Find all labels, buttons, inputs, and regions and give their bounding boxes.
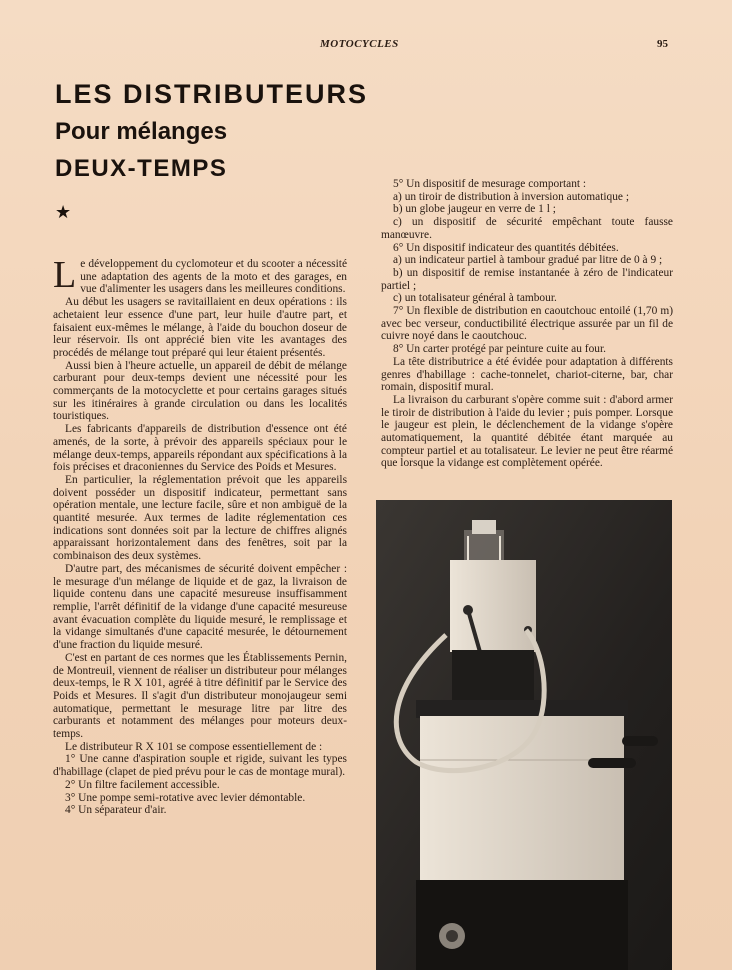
list-item: 3° Une pompe semi-rotative avec levier démontable. [65, 791, 306, 804]
paragraph: Le développement du cyclomoteur et du scooter a nécessité une adaptation des agents de la moto et des garages, en vue d'alimenter les usagers dans les meilleures conditions. [53, 254, 347, 296]
page-number: 95 [657, 38, 668, 50]
fuel-distributor-illustration [376, 500, 672, 970]
article-title [55, 76, 385, 187]
article-right-column [381, 178, 673, 470]
paragraph: C'est en partant de ces normes que les Établissements Pernin, de Montreuil, viennent de réaliser un distributeur pour mélanges deux-temps, le R X 101, agréé à titre définitif par le Service des Poids et Mesures. Il s'agit d'un distributeur monojaugeur semi automatique, permettant le mesurage litre par litre des carburants et notamment des mélanges pour moteurs deux-temps. [53, 651, 347, 741]
star-ornament-icon: ★ [55, 202, 72, 222]
title-line-1: LES DISTRIBUTEURS [55, 79, 369, 109]
paragraph: Les fabricants d'appareils de distribution d'essence ont été amenés, de la sorte, à prévoir des appareils spéciaux pour le mélange deux-temps, appareils répondant aux spécifications à la fois précises et draconiennes du Service des Poids et Mesures. [53, 423, 347, 474]
list-item: 4° Un séparateur d'air. [65, 804, 167, 817]
list-item: 6° Un dispositif indicateur des quantités débitées. [393, 241, 619, 254]
distributor-photo [376, 500, 672, 970]
running-head: MOTOCYCLES [320, 38, 399, 50]
list-item: 1° Une canne d'aspiration souple et rigide, suivant les types d'habillage (clapet de pied prévu pour le cas de montage mural). [53, 753, 347, 779]
paragraph: Au début les usagers se ravitaillaient en deux opérations : ils achetaient leur essence d'une part, leur huile d'autre part, et faisaient eux-mêmes le mélange, à l'aide du bouchon doseur de leur réservoir. Ils ont apprécié bien vite les avantages des procédés de mélange tout préparé qui leur étaient présentés. [53, 296, 347, 359]
list-item: a) un tiroir de distribution à inversion automatique ; [393, 190, 629, 203]
paragraph: Aussi bien à l'heure actuelle, un appareil de débit de mélange carburant pour deux-temps devient une nécessité pour les commerçants de la motocyclette et pour certains garages situés sur les itinéraires à grande circulation ou dans les localités touristiques. [53, 359, 347, 423]
list-item: 8° Un carter protégé par peinture cuite au four. [393, 343, 606, 356]
list-item: b) un dispositif de remise instantanée à zéro de l'indicateur partiel ; [381, 266, 673, 292]
list-item: a) un indicateur partiel à tambour gradué par litre de 0 à 9 ; [393, 254, 663, 267]
list-item: c) un totalisateur général à tambour. [393, 292, 557, 305]
paragraph: D'autre part, des mécanismes de sécurité doivent empêcher : le mesurage d'un mélange de liquide et de gaz, la livraison de liquide contenu dans une capacité mesureuse insuffisamment remplie, l'arrêt définitif de la vidange d'une capacité mesureuse avant évacuation complète du liquide mesuré, le remplissage et la vidange simultanés d'une capacité mesurée, le détournement d'une fraction du liquide mesuré. [53, 562, 347, 652]
title-line-3: DEUX-TEMPS [55, 155, 228, 182]
list-item: 2° Un filtre facilement accessible. [65, 778, 220, 791]
paragraph: La livraison du carburant s'opère comme suit : d'abord armer le tiroir de distribution à l'aide du levier ; puis pomper. Lorsque le jaugeur est plein, le déclenchement de la vidange s'opère automatiquement, la quantité débitée étant marquée au compteur partiel et au totalisateur. Le levier ne peut être réarmé que lorsque la vidange est complètement opérée. [381, 393, 673, 470]
drop-cap: L [53, 254, 77, 296]
paragraph: La tête distributrice a été évidée pour adaptation à différents genres d'habillage : cache-tonnelet, chariot-citerne, bar, char romain, dispositif mural. [381, 355, 673, 394]
paragraph: En particulier, la réglementation prévoit que les appareils doivent posséder un dispositif indicateur, permettant sans opération mentale, une lecture facile, sûre et non ambiguë de la quantité mesurée. Aux termes de ladite réglementation ces indications sont données soit par la lecture de chiffres alignés apparaissant horizontalement dans des fenêtres, soit par la combinaison des deux systèmes. [53, 473, 347, 563]
list-item: 5° Un dispositif de mesurage comportant : [393, 178, 587, 190]
title-line-2: Pour mélanges [55, 118, 228, 145]
list-item: c) un dispositif de sécurité empêchant toute fausse manœuvre. [381, 216, 673, 241]
article-left-column [53, 254, 347, 817]
list-item: b) un globe jaugeur en verre de 1 l ; [393, 203, 556, 216]
paragraph: Le distributeur R X 101 se compose essentiellement de : [65, 740, 323, 753]
list-item: 7° Un flexible de distribution en caoutchouc entoilé (1,70 m) avec bec verseur, conductibilité électrique assurée par un fil de cuivre noyé dans le caoutchouc. [381, 305, 673, 343]
